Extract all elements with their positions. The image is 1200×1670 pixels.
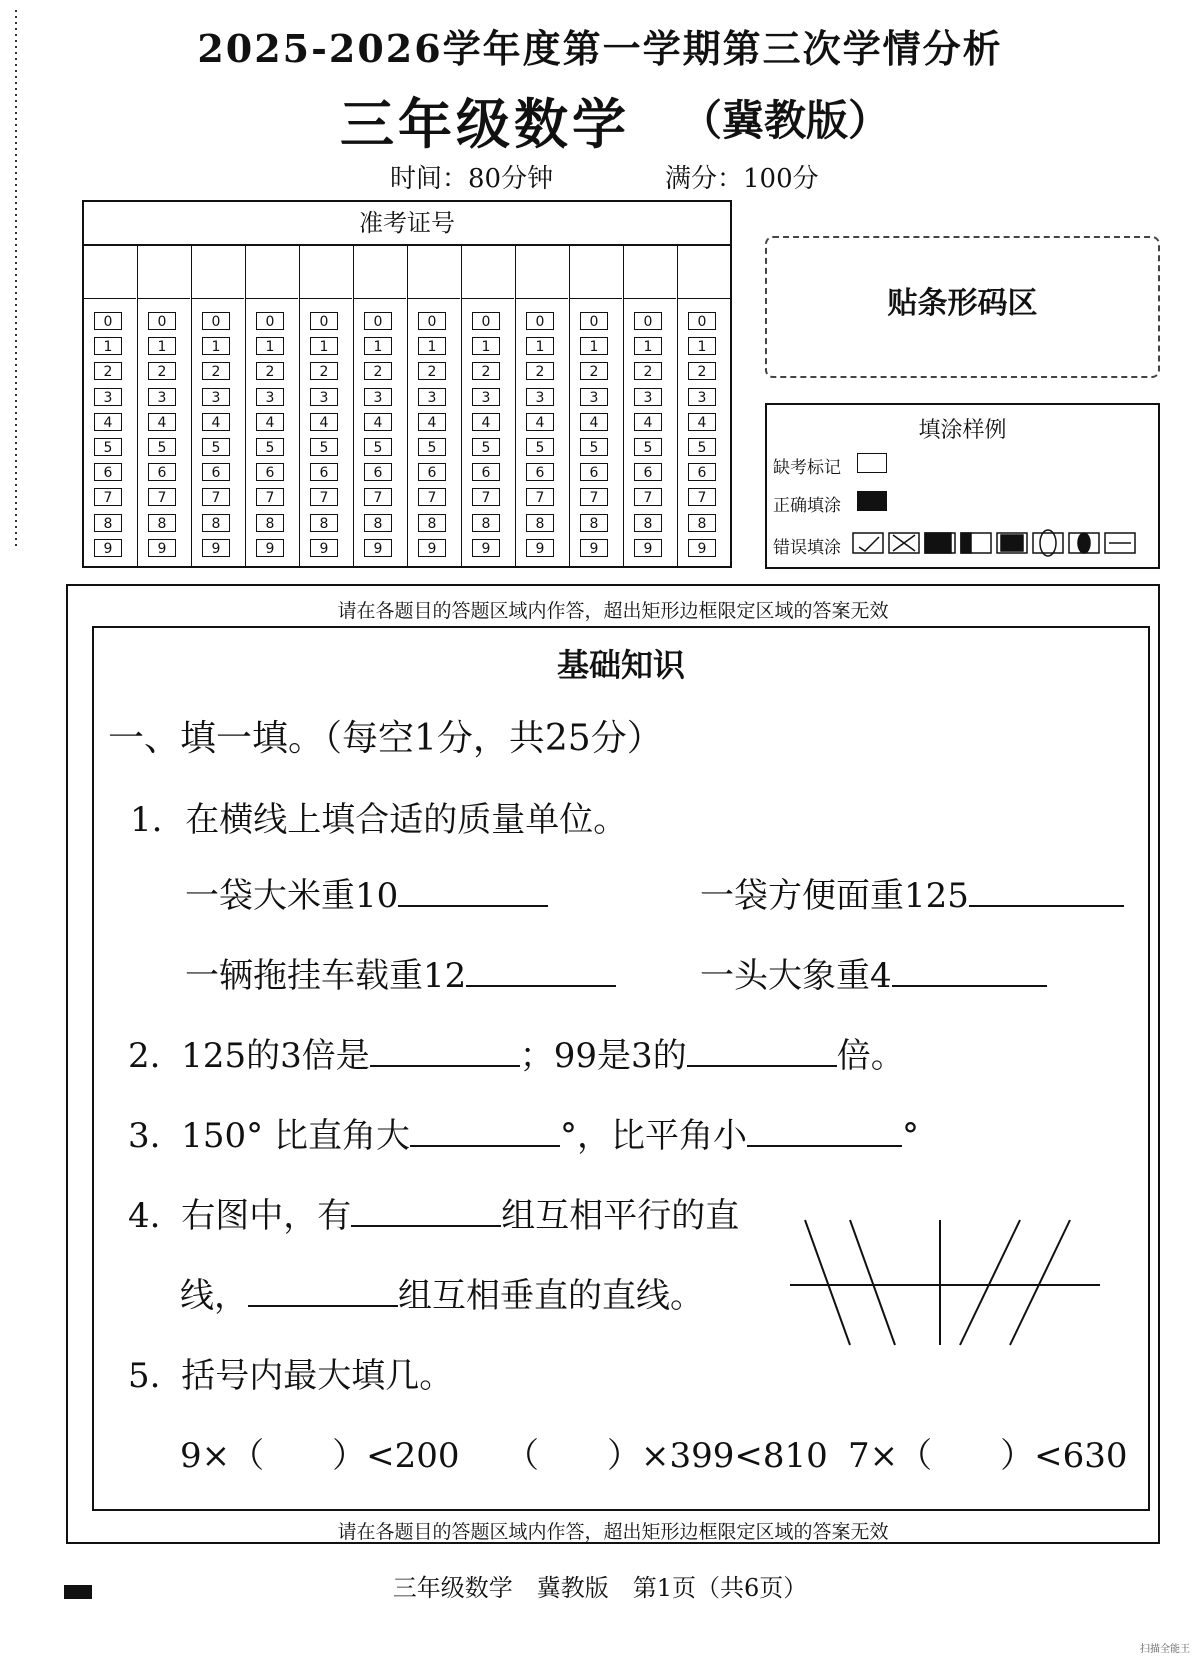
question-1-number: 1. xyxy=(130,800,163,840)
question-1d-text: 一头大象重4 xyxy=(700,956,892,996)
edition-label: （冀教版） xyxy=(680,96,891,145)
digit-bubble[interactable]: 6 xyxy=(94,463,122,481)
question-2-text: ；99是3的 xyxy=(519,1036,687,1076)
answer-blank[interactable] xyxy=(370,1064,520,1067)
digit-bubble[interactable]: 9 xyxy=(688,539,716,557)
digit-bubble[interactable]: 7 xyxy=(580,488,608,506)
digit-bubble[interactable]: 4 xyxy=(580,413,608,431)
digit-bubble[interactable]: 1 xyxy=(580,337,608,355)
digit-bubble[interactable]: 2 xyxy=(202,362,230,380)
digit-bubble[interactable]: 6 xyxy=(634,463,662,481)
question-1b xyxy=(700,868,1124,917)
question-3-text: 150° 比直角大 xyxy=(181,1116,410,1156)
digit-bubble[interactable]: 9 xyxy=(94,539,122,557)
digit-bubble[interactable]: 4 xyxy=(472,413,500,431)
section-heading: 基础知识 xyxy=(556,646,685,684)
question-1a-text: 一袋大米重10 xyxy=(185,876,399,916)
exam-id-column xyxy=(408,246,462,566)
answer-blank[interactable] xyxy=(892,984,1047,987)
exam-id-write-box[interactable] xyxy=(462,246,514,299)
digit-bubble[interactable]: 7 xyxy=(148,488,176,506)
digit-bubble[interactable]: 0 xyxy=(472,312,500,330)
fill-sample-box xyxy=(765,403,1160,569)
digit-bubble[interactable]: 9 xyxy=(418,539,446,557)
digit-bubble[interactable]: 6 xyxy=(364,463,392,481)
digit-bubble[interactable]: 3 xyxy=(148,388,176,406)
digit-bubble[interactable]: 7 xyxy=(472,488,500,506)
exam-id-write-box[interactable] xyxy=(516,246,568,299)
exam-id-column xyxy=(300,246,354,566)
wrong-fill-samples xyxy=(851,529,1153,557)
digit-bubble[interactable]: 0 xyxy=(94,312,122,330)
digit-bubble[interactable]: 2 xyxy=(688,362,716,380)
digit-bubble[interactable]: 0 xyxy=(688,312,716,330)
answer-blank[interactable] xyxy=(410,1144,560,1147)
digit-bubble[interactable]: 4 xyxy=(634,413,662,431)
digit-bubble[interactable]: 7 xyxy=(418,488,446,506)
barcode-label: 贴条形码区 xyxy=(887,286,1038,321)
digit-bubble[interactable]: 5 xyxy=(688,438,716,456)
question-3-text: °，比平角小 xyxy=(559,1116,747,1156)
digit-bubble[interactable]: 7 xyxy=(364,488,392,506)
correct-fill-label: 正确填涂 xyxy=(773,496,841,516)
exam-id-write-box[interactable] xyxy=(138,246,190,299)
digit-bubble[interactable]: 6 xyxy=(472,463,500,481)
digit-bubble[interactable]: 1 xyxy=(94,337,122,355)
digit-bubble[interactable]: 5 xyxy=(472,438,500,456)
question-5c: 7×（ ）<630 xyxy=(848,1436,1128,1476)
digit-bubble[interactable]: 4 xyxy=(526,413,554,431)
digit-bubble[interactable]: 9 xyxy=(148,539,176,557)
exam-id-column xyxy=(624,246,678,566)
digit-bubble[interactable]: 8 xyxy=(526,514,554,532)
question-5a: 9×（ ）<200 xyxy=(180,1436,460,1476)
digit-bubble[interactable]: 1 xyxy=(418,337,446,355)
digit-bubble[interactable]: 0 xyxy=(364,312,392,330)
question-1 xyxy=(130,792,627,841)
question-1-text: 在横线上填合适的质量单位。 xyxy=(185,800,628,840)
digit-bubble[interactable]: 7 xyxy=(202,488,230,506)
digit-bubble[interactable]: 1 xyxy=(526,337,554,355)
digit-bubble[interactable]: 0 xyxy=(256,312,284,330)
answer-blank[interactable] xyxy=(687,1064,837,1067)
digit-bubble[interactable]: 2 xyxy=(364,362,392,380)
exam-id-write-box[interactable] xyxy=(678,246,730,299)
exam-id-column xyxy=(570,246,624,566)
digit-bubble[interactable]: 2 xyxy=(310,362,338,380)
digit-bubble[interactable]: 3 xyxy=(256,388,284,406)
answer-blank[interactable] xyxy=(398,904,548,907)
digit-bubble[interactable]: 3 xyxy=(580,388,608,406)
digit-bubble[interactable]: 2 xyxy=(634,362,662,380)
digit-bubble[interactable]: 0 xyxy=(634,312,662,330)
question-5-text: 括号内最大填几。 xyxy=(181,1356,454,1396)
digit-bubble[interactable]: 7 xyxy=(634,488,662,506)
exam-id-write-box[interactable] xyxy=(354,246,406,299)
digit-bubble[interactable]: 5 xyxy=(310,438,338,456)
answer-blank[interactable] xyxy=(248,1304,398,1307)
exam-id-write-box[interactable] xyxy=(246,246,298,299)
digit-bubble[interactable]: 5 xyxy=(94,438,122,456)
question-1c-text: 一辆拖挂车载重12 xyxy=(185,956,467,996)
barcode-area xyxy=(765,236,1160,378)
exam-id-title: 准考证号 xyxy=(84,202,730,246)
digit-bubble[interactable]: 3 xyxy=(634,388,662,406)
answer-blank[interactable] xyxy=(747,1144,902,1147)
digit-bubble[interactable]: 6 xyxy=(580,463,608,481)
question-3-text: ° xyxy=(901,1116,919,1156)
digit-bubble[interactable]: 8 xyxy=(418,514,446,532)
digit-bubble[interactable]: 8 xyxy=(310,514,338,532)
digit-bubble[interactable]: 5 xyxy=(364,438,392,456)
exam-id-write-box[interactable] xyxy=(624,246,676,299)
digit-bubble[interactable]: 1 xyxy=(688,337,716,355)
absent-mark-label: 缺考标记 xyxy=(773,458,841,478)
question-5b: （ ）×399<810 xyxy=(505,1436,828,1476)
digit-bubble[interactable]: 9 xyxy=(202,539,230,557)
digit-bubble[interactable]: 1 xyxy=(256,337,284,355)
page-footer: 三年级数学 冀教版 第1页（共6页） xyxy=(392,1574,808,1602)
question-4-text: 组互相垂直的直线。 xyxy=(398,1276,704,1316)
answer-blank[interactable] xyxy=(351,1224,501,1227)
exam-id-column xyxy=(354,246,408,566)
digit-bubble[interactable]: 5 xyxy=(148,438,176,456)
digit-bubble[interactable]: 0 xyxy=(418,312,446,330)
question-4-text: 线， xyxy=(180,1276,248,1316)
digit-bubble[interactable]: 9 xyxy=(364,539,392,557)
digit-bubble[interactable]: 0 xyxy=(148,312,176,330)
digit-bubble[interactable]: 6 xyxy=(256,463,284,481)
exam-id-write-box[interactable] xyxy=(84,246,136,299)
digit-bubble[interactable]: 9 xyxy=(526,539,554,557)
digit-bubble[interactable]: 3 xyxy=(364,388,392,406)
part-one-heading: 一、填一填。（每空1分，共25分） xyxy=(108,718,663,759)
digit-bubble[interactable]: 2 xyxy=(148,362,176,380)
exam-id-column xyxy=(678,246,732,566)
digit-bubble[interactable]: 3 xyxy=(202,388,230,406)
subject-title: 三年级数学 xyxy=(340,92,630,156)
digit-bubble[interactable]: 5 xyxy=(256,438,284,456)
digit-bubble[interactable]: 3 xyxy=(688,388,716,406)
digit-bubble[interactable]: 2 xyxy=(580,362,608,380)
digit-bubble[interactable]: 6 xyxy=(148,463,176,481)
correct-fill-box xyxy=(857,491,887,511)
absent-mark-box xyxy=(857,453,887,473)
digit-bubble[interactable]: 2 xyxy=(94,362,122,380)
digit-bubble[interactable]: 0 xyxy=(310,312,338,330)
digit-bubble[interactable]: 8 xyxy=(256,514,284,532)
digit-bubble[interactable]: 5 xyxy=(526,438,554,456)
digit-bubble[interactable]: 7 xyxy=(310,488,338,506)
digit-bubble[interactable]: 7 xyxy=(256,488,284,506)
digit-bubble[interactable]: 1 xyxy=(364,337,392,355)
digit-bubble[interactable]: 4 xyxy=(148,413,176,431)
digit-bubble[interactable]: 9 xyxy=(310,539,338,557)
exam-id-grid xyxy=(82,200,732,568)
question-2 xyxy=(128,1028,905,1077)
exam-id-column xyxy=(246,246,300,566)
exam-id-write-box[interactable] xyxy=(192,246,244,299)
digit-bubble[interactable]: 8 xyxy=(202,514,230,532)
digit-bubble[interactable]: 3 xyxy=(526,388,554,406)
digit-bubble[interactable]: 6 xyxy=(202,463,230,481)
digit-bubble[interactable]: 4 xyxy=(256,413,284,431)
digit-bubble[interactable]: 5 xyxy=(580,438,608,456)
exam-id-column xyxy=(138,246,192,566)
question-3 xyxy=(128,1108,919,1157)
digit-bubble[interactable]: 9 xyxy=(256,539,284,557)
notice-bottom: 请在各题目的答题区域内作答，超出矩形边框限定区域的答案无效 xyxy=(337,1521,889,1543)
digit-bubble[interactable]: 3 xyxy=(310,388,338,406)
digit-bubble[interactable]: 8 xyxy=(94,514,122,532)
digit-bubble[interactable]: 4 xyxy=(94,413,122,431)
digit-bubble[interactable]: 8 xyxy=(364,514,392,532)
exam-id-column xyxy=(516,246,570,566)
digit-bubble[interactable]: 9 xyxy=(580,539,608,557)
notice-top: 请在各题目的答题区域内作答，超出矩形边框限定区域的答案无效 xyxy=(337,600,889,622)
digit-bubble[interactable]: 8 xyxy=(688,514,716,532)
question-1c xyxy=(185,948,616,997)
digit-bubble[interactable]: 3 xyxy=(418,388,446,406)
digit-bubble[interactable]: 6 xyxy=(418,463,446,481)
digit-bubble[interactable]: 6 xyxy=(310,463,338,481)
digit-bubble[interactable]: 1 xyxy=(310,337,338,355)
digit-bubble[interactable]: 6 xyxy=(688,463,716,481)
question-4-text: 右图中，有 xyxy=(181,1196,352,1236)
digit-bubble[interactable]: 7 xyxy=(94,488,122,506)
fill-sample-title: 填涂样例 xyxy=(918,418,1007,443)
digit-bubble[interactable]: 1 xyxy=(472,337,500,355)
question-5 xyxy=(128,1348,453,1397)
digit-bubble[interactable]: 5 xyxy=(202,438,230,456)
parallel-lines-figure xyxy=(785,1215,1105,1355)
digit-bubble[interactable]: 1 xyxy=(202,337,230,355)
question-1b-text: 一袋方便面重125 xyxy=(700,876,969,916)
digit-bubble[interactable]: 0 xyxy=(526,312,554,330)
question-3-number: 3. xyxy=(128,1116,161,1156)
question-1a xyxy=(185,868,548,917)
digit-bubble[interactable]: 7 xyxy=(688,488,716,506)
digit-bubble[interactable]: 1 xyxy=(148,337,176,355)
question-2-text: 125的3倍是 xyxy=(181,1036,370,1076)
wrong-fill-label: 错误填涂 xyxy=(773,538,841,558)
full-score: 满分：100分 xyxy=(665,164,819,194)
exam-id-column xyxy=(192,246,246,566)
digit-bubble[interactable]: 5 xyxy=(634,438,662,456)
digit-bubble[interactable]: 6 xyxy=(526,463,554,481)
question-4-line2 xyxy=(180,1268,704,1317)
digit-bubble[interactable]: 8 xyxy=(472,514,500,532)
digit-bubble[interactable]: 4 xyxy=(202,413,230,431)
digit-bubble[interactable]: 0 xyxy=(202,312,230,330)
digit-bubble[interactable]: 9 xyxy=(472,539,500,557)
binding-line xyxy=(0,0,30,560)
digit-bubble[interactable]: 1 xyxy=(634,337,662,355)
digit-bubble[interactable]: 8 xyxy=(580,514,608,532)
question-2-number: 2. xyxy=(128,1036,161,1076)
question-4-number: 4. xyxy=(128,1196,161,1236)
question-4-text: 组互相平行的直 xyxy=(501,1196,740,1236)
answer-blank[interactable] xyxy=(969,904,1124,907)
scanner-watermark: 扫描全能王 xyxy=(1140,1644,1190,1655)
exam-id-column xyxy=(84,246,138,566)
digit-bubble[interactable]: 2 xyxy=(526,362,554,380)
digit-bubble[interactable]: 7 xyxy=(526,488,554,506)
exam-id-column xyxy=(462,246,516,566)
digit-bubble[interactable]: 3 xyxy=(94,388,122,406)
digit-bubble[interactable]: 9 xyxy=(634,539,662,557)
digit-bubble[interactable]: 8 xyxy=(634,514,662,532)
exam-time: 时间：80分钟 xyxy=(390,164,554,194)
answer-blank[interactable] xyxy=(466,984,616,987)
digit-bubble[interactable]: 4 xyxy=(418,413,446,431)
exam-title: 2025-2026学年度第一学期第三次学情分析 xyxy=(197,26,1003,71)
digit-bubble[interactable]: 2 xyxy=(418,362,446,380)
exam-id-write-box[interactable] xyxy=(300,246,352,299)
digit-bubble[interactable]: 4 xyxy=(364,413,392,431)
question-1d xyxy=(700,948,1047,997)
digit-bubble[interactable]: 2 xyxy=(472,362,500,380)
digit-bubble[interactable]: 4 xyxy=(310,413,338,431)
digit-bubble[interactable]: 0 xyxy=(580,312,608,330)
question-2-text: 倍。 xyxy=(836,1036,905,1076)
question-4 xyxy=(128,1188,739,1237)
digit-bubble[interactable]: 8 xyxy=(148,514,176,532)
exam-id-write-box[interactable] xyxy=(408,246,460,299)
digit-bubble[interactable]: 5 xyxy=(418,438,446,456)
exam-id-write-box[interactable] xyxy=(570,246,622,299)
digit-bubble[interactable]: 3 xyxy=(472,388,500,406)
digit-bubble[interactable]: 2 xyxy=(256,362,284,380)
digit-bubble[interactable]: 4 xyxy=(688,413,716,431)
question-5-number: 5. xyxy=(128,1356,161,1396)
